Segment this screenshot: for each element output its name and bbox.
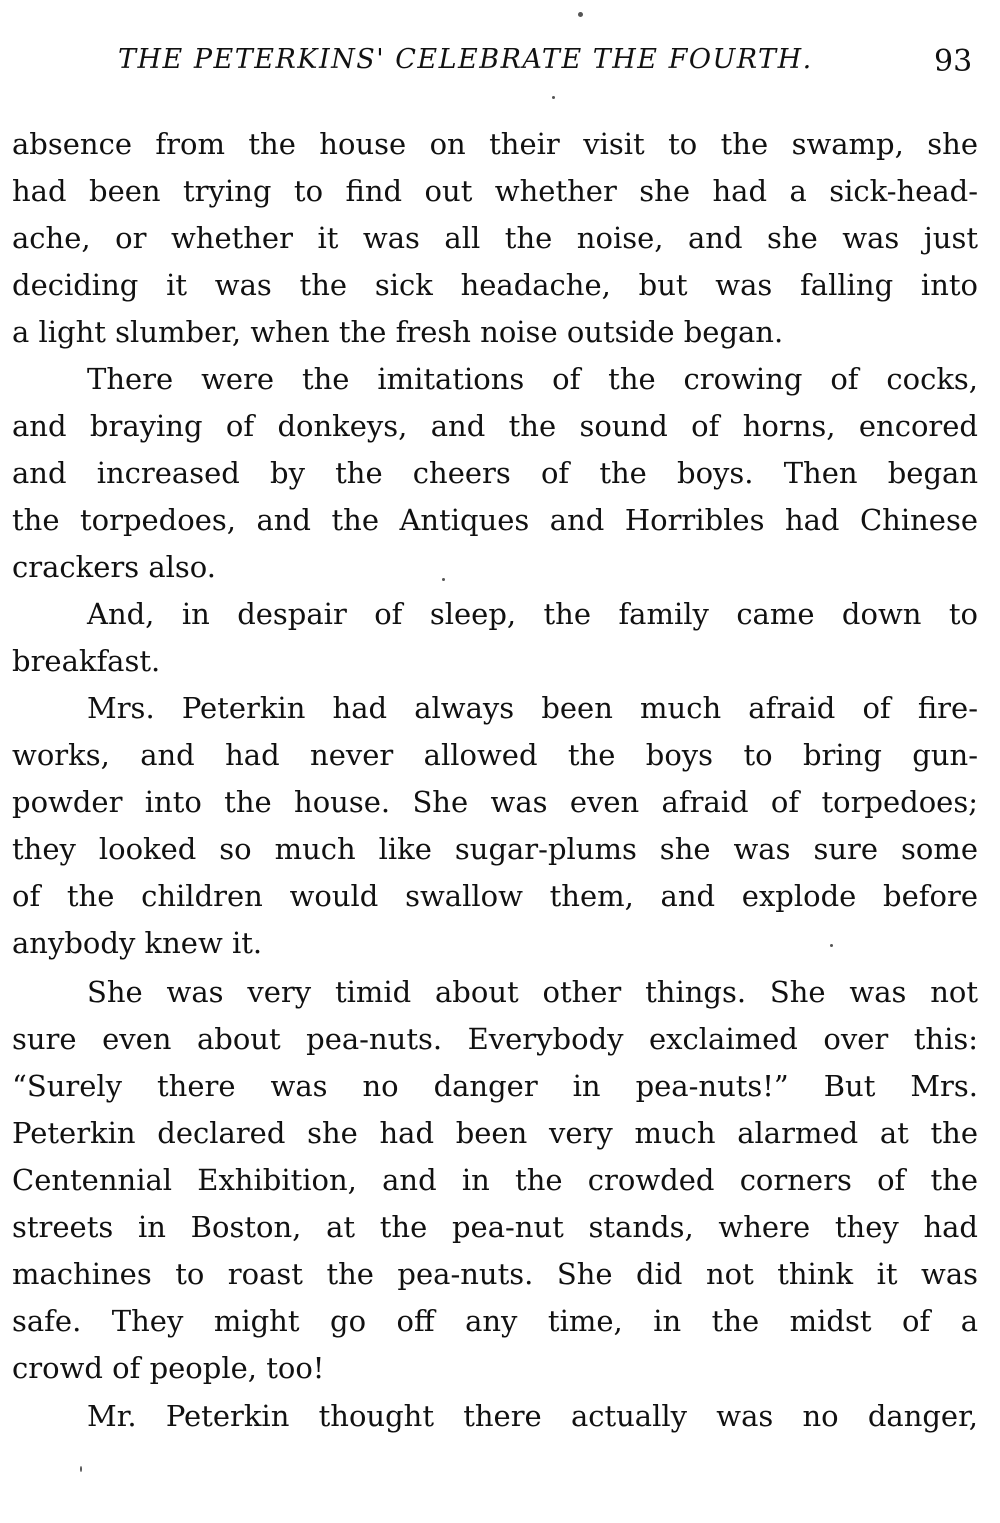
text-line: of the children would swallow them, and explode before [12, 879, 978, 913]
text-line: safe. They might go off any time, in the midst of a [12, 1304, 978, 1338]
page-number: 93 [934, 44, 973, 79]
text-line: works, and had never allowed the boys to bring gun- [12, 738, 978, 772]
text-line: crackers also. [12, 550, 216, 584]
text-line: absence from the house on their visit to the swamp, she [12, 127, 978, 161]
ink-speck [830, 944, 833, 947]
text-line: “Surely there was no danger in pea-nuts!” But Mrs. [12, 1069, 978, 1103]
text-line: ache, or whether it was all the noise, and she was just [12, 221, 978, 255]
text-line: sure even about pea-nuts. Everybody exclaimed over this: [12, 1022, 978, 1056]
text-line: crowd of people, too! [12, 1351, 325, 1385]
paragraph-start-line: Mrs. Peterkin had always been much afraid of fire- [87, 691, 978, 725]
text-line: and increased by the cheers of the boys. Then began [12, 456, 978, 490]
paragraph-start-line: There were the imitations of the crowing of cocks, [87, 362, 978, 396]
text-line: had been trying to find out whether she had a sick-head- [12, 174, 978, 208]
text-line: streets in Boston, at the pea-nut stands, where they had [12, 1210, 978, 1244]
paragraph-start-line: And, in despair of sleep, the family came down to [87, 597, 978, 631]
ink-speck [552, 96, 555, 99]
text-line: they looked so much like sugar-plums she was sure some [12, 832, 978, 866]
ink-speck [80, 1466, 82, 1472]
ink-speck [442, 578, 445, 581]
text-line: anybody knew it. [12, 926, 263, 960]
text-line: deciding it was the sick headache, but was falling into [12, 268, 978, 302]
text-line: powder into the house. She was even afraid of torpedoes; [12, 785, 978, 819]
text-line: the torpedoes, and the Antiques and Horribles had Chinese [12, 503, 978, 537]
text-line: a light slumber, when the fresh noise outside began. [12, 315, 784, 349]
text-line: Peterkin declared she had been very much alarmed at the [12, 1116, 978, 1150]
text-line: and braying of donkeys, and the sound of horns, encored [12, 409, 978, 443]
text-line: Centennial Exhibition, and in the crowded corners of the [12, 1163, 978, 1197]
ink-speck [578, 12, 583, 17]
paragraph-start-line: She was very timid about other things. She was not [87, 975, 978, 1009]
paragraph-start-line: Mr. Peterkin thought there actually was no danger, [87, 1399, 978, 1433]
running-head-title: THE PETERKINS' CELEBRATE THE FOURTH. [118, 44, 813, 75]
text-line: breakfast. [12, 644, 161, 678]
text-line: machines to roast the pea-nuts. She did not think it was [12, 1257, 978, 1291]
